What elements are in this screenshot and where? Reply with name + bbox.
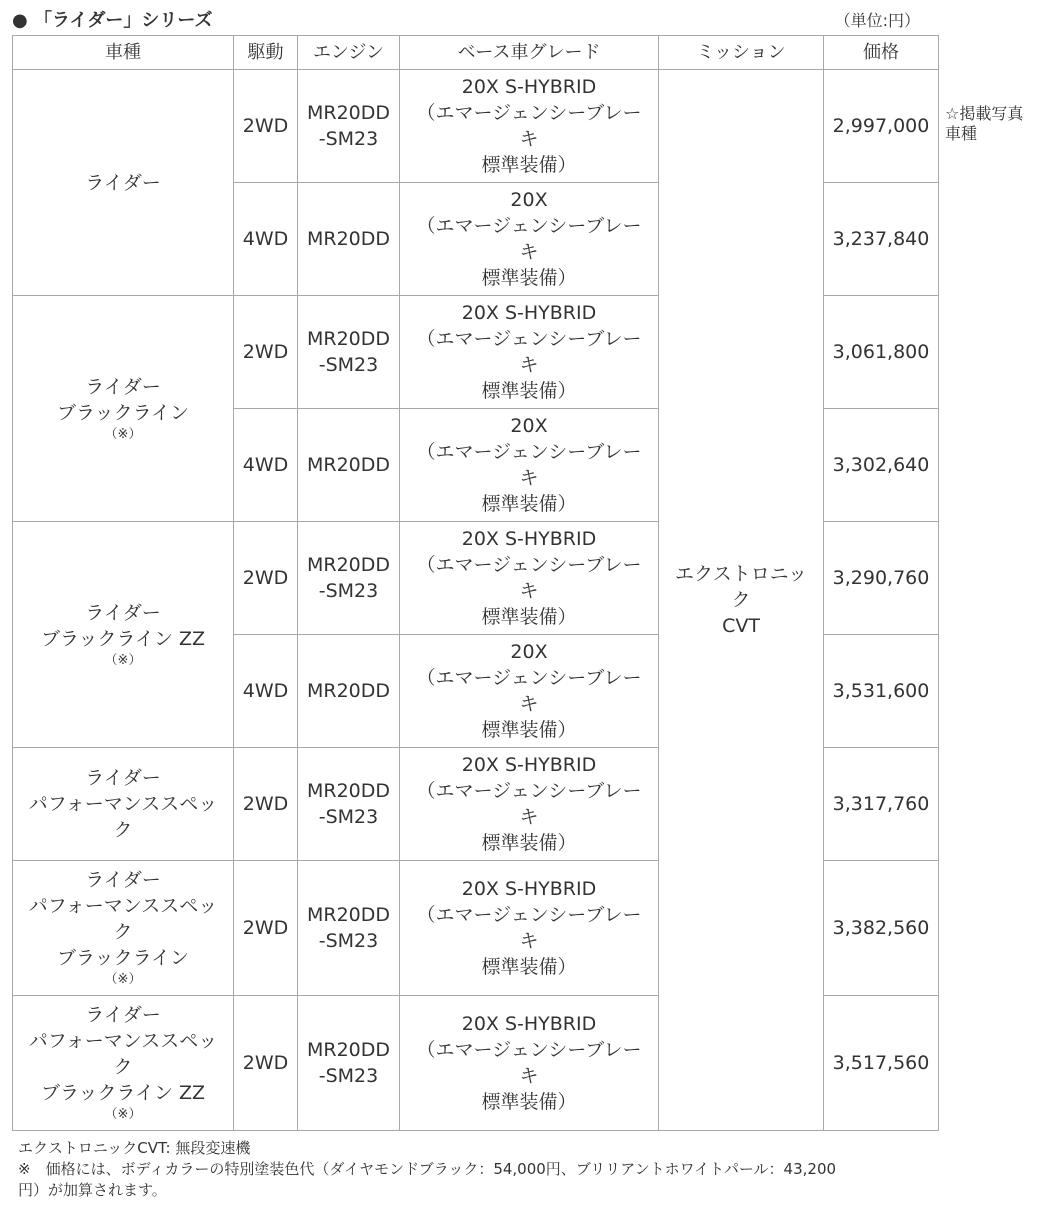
column-header-model: 車種 (13, 36, 234, 70)
engine-line: -SM23 (318, 930, 379, 952)
model-name-cell (13, 296, 234, 522)
photo-model-note-line: ☆掲載写真 (945, 104, 1024, 123)
footnote-cvt: エクストロニックCVT: 無段変速機 (18, 1139, 251, 1157)
engine-line: MR20DD (306, 102, 391, 124)
table-header-row (13, 36, 939, 70)
model-note: （※） (104, 426, 142, 442)
price-cell: 2,997,000 (824, 70, 939, 183)
engine-cell (298, 522, 400, 635)
model-name-cell (13, 70, 234, 296)
price-cell: 3,382,560 (824, 861, 939, 996)
engine-line: -SM23 (318, 580, 379, 602)
drive-cell: 4WD (234, 409, 298, 522)
mission-cell (659, 70, 824, 1131)
grade-line: キ (519, 354, 539, 376)
model-name-line: ライダー (85, 767, 161, 789)
model-name-line: ライダー (85, 869, 161, 891)
engine-line: MR20DD (306, 680, 391, 702)
engine-cell (298, 748, 400, 861)
model-name-line: ライダー (85, 375, 161, 398)
price-cell: 3,237,840 (824, 183, 939, 296)
grade-line: キ (519, 930, 539, 952)
grade-line: （エマージェンシーブレー (416, 554, 642, 576)
grade-line: 標準装備） (481, 380, 577, 402)
grade-line: 20X S-HYBRID (461, 76, 597, 98)
grade-line: キ (519, 693, 539, 715)
model-name-line: ブラックライン ZZ (40, 1082, 206, 1104)
grade-line: （エマージェンシーブレー (416, 102, 642, 124)
model-note: （※） (104, 652, 142, 668)
column-header-grade: ベース車グレード (400, 36, 659, 70)
price-table (12, 35, 939, 1131)
grade-line: （エマージェンシーブレー (416, 780, 642, 802)
engine-cell (298, 296, 400, 409)
engine-cell (298, 183, 400, 296)
grade-line: 20X S-HYBRID (461, 302, 597, 324)
grade-cell (400, 296, 659, 409)
grade-line: 標準装備） (481, 267, 577, 289)
grade-line: （エマージェンシーブレー (416, 904, 642, 926)
price-cell: 3,061,800 (824, 296, 939, 409)
engine-line: -SM23 (318, 806, 379, 828)
photo-model-note (945, 104, 1023, 144)
drive-cell: 2WD (234, 748, 298, 861)
model-name-line: ライダー (85, 171, 161, 194)
model-name-line: パフォーマンススペッ (28, 895, 218, 917)
grade-cell (400, 861, 659, 996)
model-name-cell (13, 748, 234, 861)
price-cell: 3,317,760 (824, 748, 939, 861)
table-row (13, 70, 939, 183)
footnote-price-cont: 円）が加算されます。 (18, 1181, 167, 1199)
engine-cell (298, 635, 400, 748)
model-name-line: ライダー (85, 601, 161, 624)
grade-line: 20X S-HYBRID (461, 878, 597, 900)
mission-line: CVT (722, 615, 760, 637)
model-name-line: ク (113, 1056, 133, 1078)
grade-line: 標準装備） (481, 493, 577, 515)
engine-line: MR20DD (306, 904, 391, 926)
grade-line: 標準装備） (481, 154, 577, 176)
drive-cell: 2WD (234, 70, 298, 183)
engine-line: -SM23 (318, 1065, 379, 1087)
drive-cell: 2WD (234, 296, 298, 409)
grade-line: （エマージェンシーブレー (416, 328, 642, 350)
grade-cell (400, 522, 659, 635)
grade-line: 20X (510, 415, 548, 437)
grade-line: 20X S-HYBRID (461, 1013, 597, 1035)
footnote-price: ※ 価格には、ボディカラーの特別塗装色代（ダイヤモンドブラック：54,000円、ブリリアントホワイトパール：43,200 (18, 1160, 837, 1178)
drive-cell: 4WD (234, 635, 298, 748)
grade-cell (400, 635, 659, 748)
photo-model-note-line: 車種 (945, 124, 978, 143)
grade-cell (400, 183, 659, 296)
model-name-line: ライダー (85, 1004, 161, 1026)
model-name-line: パフォーマンススペッ (28, 793, 218, 815)
engine-line: MR20DD (306, 228, 391, 250)
drive-cell: 2WD (234, 861, 298, 996)
engine-cell (298, 861, 400, 996)
grade-line: 標準装備） (481, 1091, 577, 1113)
grade-cell (400, 409, 659, 522)
price-cell: 3,302,640 (824, 409, 939, 522)
model-name-cell (13, 996, 234, 1131)
grade-line: キ (519, 806, 539, 828)
engine-cell (298, 409, 400, 522)
engine-cell (298, 996, 400, 1131)
grade-cell (400, 70, 659, 183)
price-cell: 3,531,600 (824, 635, 939, 748)
engine-line: -SM23 (318, 354, 379, 376)
grade-line: （エマージェンシーブレー (416, 667, 642, 689)
drive-cell: 4WD (234, 183, 298, 296)
mission-line: ク (731, 589, 751, 611)
mission-line: エクストロニッ (674, 563, 808, 585)
grade-cell (400, 748, 659, 861)
grade-cell (400, 996, 659, 1131)
engine-line: MR20DD (306, 454, 391, 476)
grade-line: 標準装備） (481, 832, 577, 854)
grade-line: キ (519, 1065, 539, 1087)
grade-line: 標準装備） (481, 719, 577, 741)
unit-label: （単位:円） (834, 11, 920, 30)
engine-line: MR20DD (306, 1039, 391, 1061)
drive-cell: 2WD (234, 522, 298, 635)
column-header-drive: 駆動 (234, 36, 298, 70)
engine-line: MR20DD (306, 328, 391, 350)
grade-line: 標準装備） (481, 956, 577, 978)
grade-line: （エマージェンシーブレー (416, 441, 642, 463)
engine-line: -SM23 (318, 128, 379, 150)
grade-line: キ (519, 467, 539, 489)
model-name-line: ブラックライン (56, 947, 190, 969)
price-cell: 3,517,560 (824, 996, 939, 1131)
model-name-cell (13, 861, 234, 996)
engine-line: MR20DD (306, 554, 391, 576)
model-name-line: ブラックライン (56, 401, 190, 424)
column-header-price: 価格 (824, 36, 939, 70)
grade-line: （エマージェンシーブレー (416, 215, 642, 237)
page-title: ● 「ライダー」シリーズ (12, 10, 213, 31)
model-name-line: ブラックライン ZZ (40, 627, 206, 650)
model-name-line: ク (113, 921, 133, 943)
grade-line: 20X (510, 641, 548, 663)
title-row (12, 4, 938, 32)
model-name-line: パフォーマンススペッ (28, 1030, 218, 1052)
model-name-cell (13, 522, 234, 748)
column-header-mission: ミッション (659, 36, 824, 70)
grade-line: キ (519, 128, 539, 150)
grade-line: 20X (510, 189, 548, 211)
grade-line: キ (519, 241, 539, 263)
engine-cell (298, 70, 400, 183)
model-note: （※） (104, 972, 142, 987)
grade-line: 20X S-HYBRID (461, 528, 597, 550)
drive-cell: 2WD (234, 996, 298, 1131)
grade-line: 標準装備） (481, 606, 577, 628)
engine-line: MR20DD (306, 780, 391, 802)
grade-line: キ (519, 580, 539, 602)
column-header-engine: エンジン (298, 36, 400, 70)
price-cell: 3,290,760 (824, 522, 939, 635)
grade-line: 20X S-HYBRID (461, 754, 597, 776)
grade-line: （エマージェンシーブレー (416, 1039, 642, 1061)
model-note: （※） (104, 1107, 142, 1122)
footnotes (18, 1138, 938, 1201)
model-name-line: ク (113, 819, 133, 841)
